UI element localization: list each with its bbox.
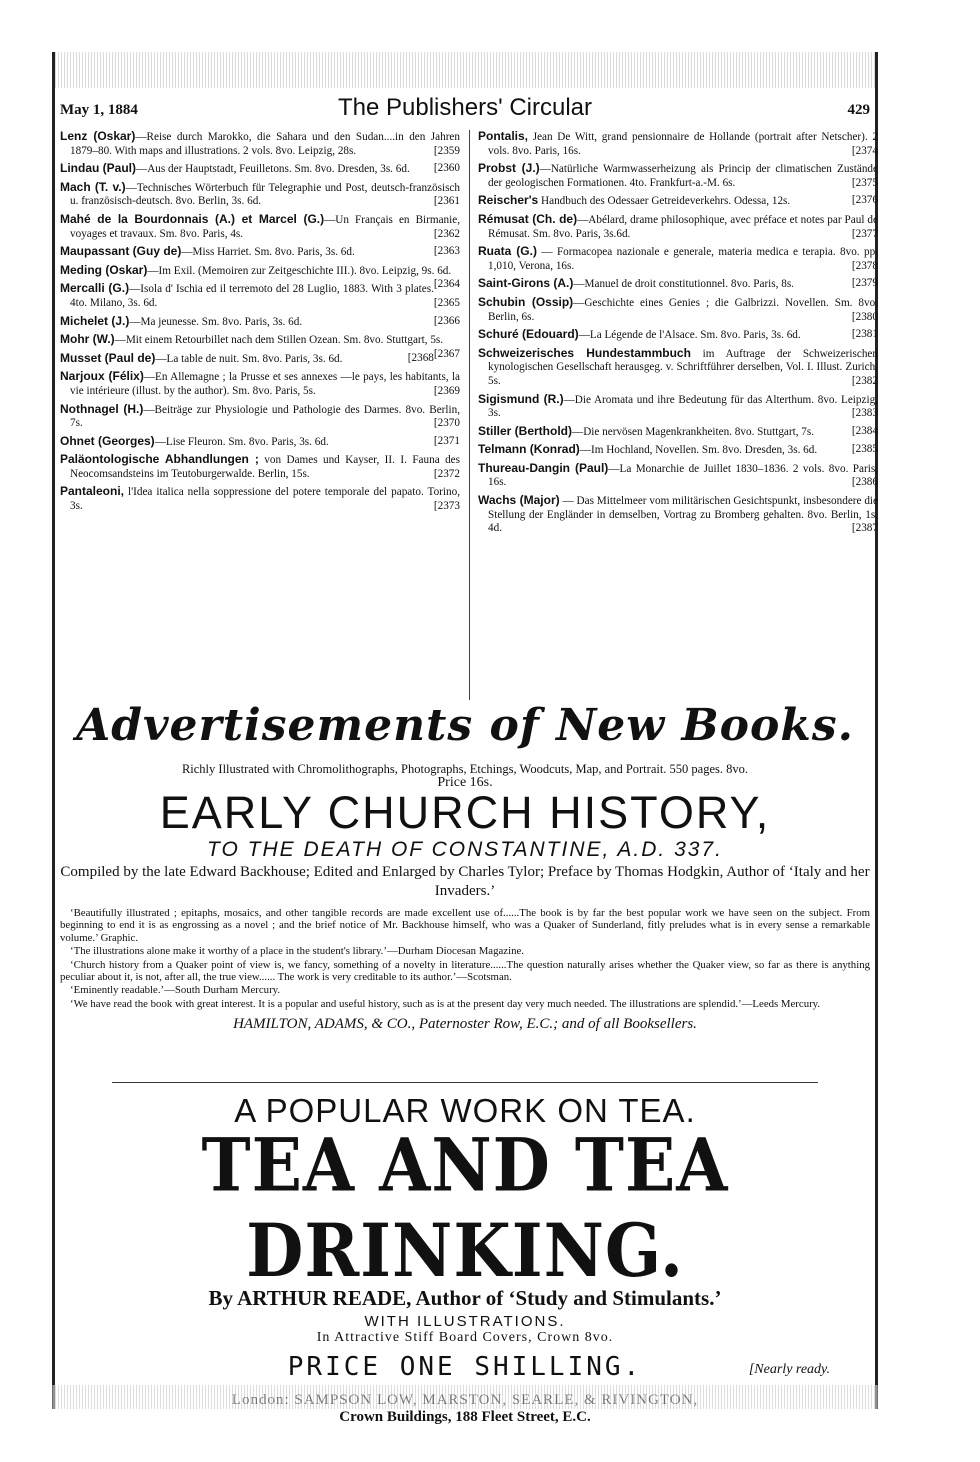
book-listings xyxy=(60,129,878,698)
entry-number: [2371 xyxy=(433,434,460,447)
entry-number: [2385 xyxy=(851,443,878,456)
book-entry xyxy=(60,403,460,431)
entry-number: [2361 xyxy=(433,195,460,208)
header-date: May 1, 1884 xyxy=(60,102,138,118)
entry-details: —Manuel de droit constitutionnel. 8vo. Paris, 8s. xyxy=(573,278,794,291)
entry-author: Pontalis, xyxy=(478,129,529,143)
entry-number: [2366 xyxy=(433,314,460,327)
entry-details: —Die nervösen Magenkrankheiten. 8vo. Stuttgart, 7s. xyxy=(572,425,815,438)
entry-details: —Geschichte eines Genies ; die Galbrizzi. Novellen. Sm. 8vo. Berlin, 6s. xyxy=(488,296,878,323)
book-entry xyxy=(478,494,878,536)
book-entry xyxy=(60,352,460,367)
entry-number: [2369 xyxy=(433,384,460,397)
book-entry xyxy=(478,162,878,190)
book-entry xyxy=(478,443,878,458)
entry-author: Saint-Girons (A.) xyxy=(478,276,574,291)
entry-author: Schubin (Ossip) xyxy=(478,294,574,309)
listing-column-left xyxy=(60,130,460,518)
ad-title: EARLY CHURCH HISTORY, xyxy=(159,787,771,838)
review: ‘Beautifully illustrated ; epitaphs, mosaics, and other tangible records are made excellent use of......The book is by far the best popular work we have seen on the subject. From beginning to end it is as engrossing as a novel ; and the brief notice of Mr. Backhouse himself, who was a Quaker of Sunderland, fitly preludes what is in every sense a remarkable volume.’ Graphic. xyxy=(60,907,870,944)
entry-author: Mach (T. v.) xyxy=(60,179,126,194)
entry-number: [2378 xyxy=(851,259,878,272)
book-entry xyxy=(478,296,878,324)
book-entry xyxy=(478,194,878,209)
entry-number: [2364 xyxy=(433,278,460,291)
entry-author: Thureau-Dangin (Paul) xyxy=(478,460,609,475)
entry-author: Nothnagel (H.) xyxy=(60,401,144,416)
ad-author: By ARTHUR READE, Author of ‘Study and Stimulants.’ xyxy=(208,1286,722,1310)
entry-number: [2377 xyxy=(851,227,878,240)
entry-number: [2380 xyxy=(851,310,878,323)
top-border-ornament xyxy=(52,52,878,88)
entry-details: —Natürliche Warmwasserheizung als Princip der climatischen Zustände der geologischen Formationen. 4to. Frankfurt-a.-M. 6s. xyxy=(488,163,878,189)
entry-number: [2370 xyxy=(433,417,460,430)
entry-number: [2382 xyxy=(851,374,878,387)
entry-author: Sigismund (R.) xyxy=(478,391,564,406)
entry-number: [2381 xyxy=(851,328,878,341)
ad-subtitle: TO THE DEATH OF CONSTANTINE, A.D. 337. xyxy=(207,838,723,861)
ad-address: Crown Buildings, 188 Fleet Street, E.C. xyxy=(339,1409,591,1425)
ad-illustrations-note: WITH ILLUSTRATIONS. xyxy=(364,1313,566,1330)
book-entry xyxy=(478,130,878,158)
ad-credits: Compiled by the late Edward Backhouse; Edited and Enlarged by Charles Tylor; Preface by Thomas Hodgkin, Author of ‘Italy and her Invaders.’ xyxy=(60,864,870,899)
entry-author: Schuré (Edouard) xyxy=(478,327,579,342)
entry-author: Mercalli (G.) xyxy=(60,281,130,296)
advertisements-heading: Advertisements of New Books. xyxy=(76,700,854,751)
entry-details: —Isola d' Ischia ed il terremoto del 28 Luglio, 1883. With 3 plates. 4to. Milano, 3s. 6d. xyxy=(70,283,434,309)
entry-details: —Technisches Wörterbuch für Telegraphie und Post, deutsch-französisch u. französisch-deutsch. 8vo. Berlin, 3s. 6d. xyxy=(70,181,460,208)
entry-author: Mahé de la Bourdonnais (A.) et Marcel (G.) xyxy=(60,211,325,226)
entry-author: Meding (Oskar) xyxy=(60,262,148,277)
entry-details: Jean De Witt, grand pensionnaire de Hollande (portrait after Netscher). 2 vols. 8vo. Paris, 16s. xyxy=(488,131,878,157)
bottom-border-ornament xyxy=(52,1385,878,1409)
entry-details: —Abélard, drame philosophique, avec préface et notes par Paul de Rémusat. Sm. 8vo. Paris, 3s.6d. xyxy=(488,213,878,240)
book-entry xyxy=(478,213,878,241)
entry-number: [2372 xyxy=(433,467,460,480)
ad-price: PRICE ONE SHILLING. xyxy=(287,1352,643,1382)
review: ‘We have read the book with great interest. It is a popular and useful history, such as is at the present day very much needed. The illustrations are splendid.’—Leeds Mercury. xyxy=(70,997,821,1010)
entry-details: von Dames und Kayser, II. I. Fauna des Neocomsandsteins im Teutoburgerwalde. Berlin, 15s. xyxy=(70,454,461,480)
entry-details: — Das Mittelmeer vom militärischen Gesichtspunkt, insbesondere die Stellung der Engländer in demselben, Vortrag zu Bromberg gehalten. 8vo. Berlin, 1s. 4d. xyxy=(488,495,878,535)
entry-number: [2362 xyxy=(433,227,460,240)
entry-details: —Beiträge zur Physiologie und Pathologie des Darmes. 8vo. Berlin, 7s. xyxy=(70,403,460,430)
column-divider xyxy=(469,130,470,700)
ad-availability: [Nearly ready. xyxy=(748,1362,830,1377)
entry-number: [2359 xyxy=(433,144,460,157)
entry-author: Telmann (Konrad) xyxy=(478,442,580,457)
entry-author: Narjoux (Félix) xyxy=(60,369,144,384)
running-header xyxy=(60,94,870,124)
entry-author: Lindau (Paul) xyxy=(60,161,136,176)
entry-details: —La table de nuit. Sm. 8vo. Paris, 3s. 6d. xyxy=(155,352,343,365)
entry-author: Maupassant (Guy de) xyxy=(60,244,182,259)
advertisement-tea-drinking xyxy=(60,1092,870,1426)
entry-author: Wachs (Major) xyxy=(478,493,560,508)
ad-price-row xyxy=(60,1352,870,1384)
entry-details: —Lise Fleuron. Sm. 8vo. Paris, 3s. 6d. xyxy=(154,435,329,448)
entry-author: Musset (Paul de) xyxy=(60,350,156,365)
ad-kicker: A POPULAR WORK ON TEA. xyxy=(234,1092,696,1129)
page xyxy=(52,52,878,1425)
entry-number: [2365 xyxy=(433,296,460,309)
entry-number: [2368 xyxy=(407,351,434,364)
entry-number: [2383 xyxy=(851,407,878,420)
entry-author: Reischer's xyxy=(478,193,539,208)
entry-number: [2373 xyxy=(433,500,460,513)
entry-author: Ohnet (Georges) xyxy=(60,433,155,448)
review: ‘The illustrations alone make it worthy of a place in the student's library.’—Durham Diocesan Magazine. xyxy=(70,945,524,958)
book-entry xyxy=(60,162,460,177)
book-entry xyxy=(60,130,460,158)
book-entry xyxy=(478,347,878,389)
ad-binding-note: In Attractive Stiff Board Covers, Crown 8vo. xyxy=(316,1330,614,1345)
entry-details: —Un Français en Birmanie, voyages et travaux. Sm. 8vo. Paris, 4s. xyxy=(70,213,460,240)
entry-details: —Mit einem Retourbillet nach dem Stillen Ozean. Sm. 8vo. Stuttgart, 5s. xyxy=(114,334,444,347)
entry-details: —Miss Harriet. Sm. 8vo. Paris, 3s. 6d. xyxy=(181,246,355,259)
section-rule xyxy=(112,1082,818,1083)
entry-details: —En Allemagne ; la Prusse et ses annexes —le pays, les habitants, la vie intérieure (illust. by the author). Sm. 8vo. Paris, 5s. xyxy=(70,371,460,397)
ad-price: Price 16s. xyxy=(437,775,493,790)
ad-reviews xyxy=(60,907,870,1010)
entry-author: Stiller (Berthold) xyxy=(478,423,573,438)
book-entry xyxy=(60,453,460,481)
entry-details: —Die Aromata und ihre Bedeutung für das Alterthum. 8vo. Leipzig, 3s. xyxy=(488,393,878,420)
ad-publisher: HAMILTON, ADAMS, & CO., Paternoster Row, E.C.; and of all Booksellers. xyxy=(233,1016,697,1033)
book-entry xyxy=(478,277,878,292)
book-entry xyxy=(60,315,460,330)
entry-author: Schweizerisches Hundestammbuch xyxy=(478,345,691,360)
book-entry xyxy=(60,282,460,310)
entry-details: im Auftrage der Schweizerischen kynologischen Gesellschaft herausgeg. v. Schriftführer derselben, Vol. I. Illust. Zurich, 5s. xyxy=(488,347,878,387)
entry-number: [2379 xyxy=(851,277,878,290)
book-entry xyxy=(478,393,878,421)
book-entry xyxy=(60,181,460,209)
page-number: 429 xyxy=(847,102,870,118)
entry-author: Lenz (Oskar) xyxy=(60,129,136,143)
entry-number: [2386 xyxy=(851,476,878,489)
entry-number: [2375 xyxy=(851,176,878,189)
entry-details: —La Légende de l'Alsace. Sm. 8vo. Paris, 3s. 6d. xyxy=(578,329,801,342)
book-entry xyxy=(60,213,460,241)
entry-details: — Formacopea nazionale e generale, materia medica e terapia. 8vo. pp. 1,010, Verona, 16s. xyxy=(488,246,878,272)
book-entry xyxy=(60,245,460,260)
entry-author: Ruata (G.) xyxy=(478,244,537,259)
book-entry xyxy=(478,462,878,490)
entry-details: —Ma jeunesse. Sm. 8vo. Paris, 3s. 6d. xyxy=(129,315,303,328)
entry-details: l'Idea italica nella soppressione del potere temporale del papato. Torino, 3s. xyxy=(70,486,460,513)
entry-details: Handbuch des Odessaer Getreideverkehrs. Odessa, 12s. xyxy=(538,195,791,208)
entry-details: —Im Exil. (Memoiren zur Zeitgeschichte III.). 8vo. Leipzig, 9s. 6d. xyxy=(147,264,452,277)
entry-author: Mohr (W.) xyxy=(60,332,115,347)
header-title: The Publishers' Circular xyxy=(337,94,592,121)
listing-column-right xyxy=(478,130,878,540)
entry-number: [2363 xyxy=(433,245,460,258)
book-entry xyxy=(478,328,878,343)
entry-number: [2367 xyxy=(433,347,460,360)
ad-description: Richly Illustrated with Chromolithographs, Photographs, Etchings, Woodcuts, Map, and Portrait. 550 pages. 8vo. xyxy=(181,762,749,776)
book-entry xyxy=(60,485,460,513)
book-entry xyxy=(478,245,878,273)
review: ‘Church history from a Quaker point of view is, we fancy, something of a novelty in literature......The question naturally arises whether the Quaker view, so far as there is anything peculiar about it, is not, after all, the true view...... The work is very creditable to its author.’—Scotsman. xyxy=(60,958,870,984)
entry-number: [2376 xyxy=(851,194,878,207)
entry-details: —Im Hochland, Novellen. Sm. 8vo. Dresden, 3s. 6d. xyxy=(579,444,818,457)
ad-title: TEA AND TEA DRINKING. xyxy=(201,1122,729,1294)
entry-author: Rémusat (Ch. de) xyxy=(478,211,578,226)
entry-details: —La Monarchie de Juillet 1830–1836. 2 vols. 8vo. Paris, 16s. xyxy=(488,462,878,489)
entry-details: —Aus der Hauptstadt, Feuilletons. Sm. 8vo. Dresden, 3s. 6d. xyxy=(136,163,410,176)
book-entry xyxy=(478,425,878,440)
entry-number: [2384 xyxy=(851,424,878,437)
entry-number: [2374 xyxy=(851,144,878,157)
entry-number: [2387 xyxy=(851,522,878,535)
entry-author: Paläontologische Abhandlungen ; xyxy=(60,452,259,467)
entry-author: Probst (J.) xyxy=(478,161,540,176)
entry-number: [2360 xyxy=(433,162,460,175)
entry-details: —Reise durch Marokko, die Sahara und den Sudan....in den Jahren 1879–80. With maps and illustrations. 2 vols. 8vo. Leipzig, 28s. xyxy=(70,131,460,157)
entry-author: Pantaleoni, xyxy=(60,484,125,499)
book-entry xyxy=(60,435,460,450)
advertisement-early-church-history xyxy=(60,762,870,1033)
entry-author: Michelet (J.) xyxy=(60,313,130,328)
review: ‘Eminently readable.’—South Durham Mercury. xyxy=(70,984,281,997)
book-entry xyxy=(60,370,460,398)
